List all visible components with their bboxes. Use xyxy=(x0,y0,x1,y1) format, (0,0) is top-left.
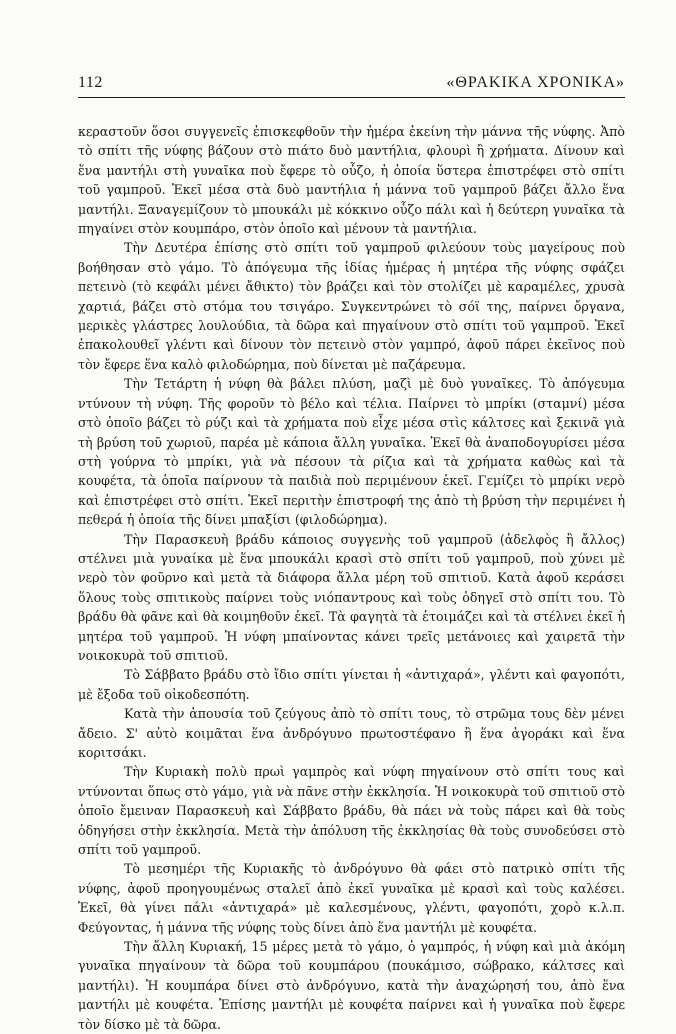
running-title: «ΘΡΑΚΙΚΑ ΧΡΟΝΙΚΑ» xyxy=(446,74,625,91)
body-text xyxy=(78,122,625,1034)
page-number: 112 xyxy=(78,74,103,91)
paragraph: Τὴν ἄλλη Κυριακή, 15 μέρες μετὰ τὸ γάμο, ὁ γαμπρός, ἡ νύφη καὶ μιὰ ἀκόμη γυναῖκα πηγαίνουν τὰ δῶρα τοῦ κουμπάρου (πουκάμισο, σώβρακο, κάλτσες καὶ μαντήλι). Ἡ κουμπάρα δίνει στὸ ἀνδρόγυνο, κατὰ τὴν ἀναχώρησή του, ἀπὸ ἕνα μαντήλι μὲ κουφέτα. Ἐπίσης μαντήλι μὲ κουφέτα παίρνει καὶ ἡ γυναῖκα ποὺ ἔφερε τὸν δίσκο μὲ τὰ δῶρα. xyxy=(78,939,625,1032)
paragraph: Τὴν Κυριακὴ πολὺ πρωὶ γαμπρὸς καὶ νύφη πηγαίνουν στὸ σπίτι τους καὶ ντύνονται ὅπως στὸ γάμο, γιὰ νὰ πᾶνε στὴν ἐκκλησία. Ἡ νοικοκυρὰ τοῦ σπιτιοῦ στὸ ὁποῖο ἔμειναν Παρασκευὴ καὶ Σάββατο βράδυ, θὰ πάει νὰ τοὺς πάρει καὶ θὰ τοὺς ὁδηγήσει στὴν ἐκκλησία. Μετὰ τὴν ἀπόλυση τῆς ἐκκλησίας θὰ τοὺς συνοδεύσει στὸ σπίτι τοῦ γαμπροῦ. xyxy=(78,764,625,858)
paragraph: Τὴν Παρασκευὴ βράδυ κάποιος συγγενὴς τοῦ γαμπροῦ (ἀδελφὸς ἢ ἄλλος) στέλνει μιὰ γυναίκα μὲ ἕνα μπουκάλι κρασὶ στὸ σπίτι τοῦ γαμπροῦ, ποὺ χύνει μὲ νερὸ τὸν φοῦρνο καὶ μετὰ τὰ διάφορα ἄλλα μέρη τοῦ σπιτιοῦ. Κατὰ ἀφοῦ κεράσει ὅλους τοὺς σπιτικοὺς παίρνει τοὺς νιόπαντρους καὶ τοὺς ὁδηγεῖ στὸ σπίτι του. Τὸ βράδυ θὰ φᾶνε καὶ θὰ κοιμηθοῦν ἐκεῖ. Τὰ φαγητὰ τὰ ἑτοιμάζει καὶ τὰ στέλνει ἐκεῖ ἡ μητέρα τοῦ γαμπροῦ. Ἡ νύφη μπαίνοντας κάνει τρεῖς μετάνοιες καὶ χαιρετᾶ τὴν νοικοκυρὰ τοῦ σπιτιοῦ. xyxy=(78,531,625,663)
paragraph: Κατὰ τὴν ἀπουσία τοῦ ζεύγους ἀπὸ τὸ σπίτι τους, τὸ στρῶμα τους δὲν μένει ἄδειο. Σ' αὐτὸ κοιμᾶται ἕνα ἀνδρόγυνο πρωτοστέφανο ἢ ἕνα ἀγοράκι καὶ ἕνα κοριτσάκι. xyxy=(78,706,625,760)
paragraph: Τὴν Δευτέρα ἐπίσης στὸ σπίτι τοῦ γαμπροῦ φιλεύουν τοὺς μαγείρους ποὺ βοήθησαν στὸ γάμο. Τὸ ἀπόγευμα τῆς ἰδίας ἡμέρας ἡ μητέρα τῆς νύφης σφάζει πετεινὸ (τὸ κεφάλι μένει ἄθικτο) τὸν βράζει καὶ τὸν στολίζει μὲ καραμέλες, χρυσὰ χαρτιά, βάζει στὸ στόμα του τσιγάρο. Συγκεντρώνει τὸ σόϊ της, παίρνει ὄργανα, μερικὲς γλάστρες λουλούδια, τὰ δῶρα καὶ πηγαίνουν στὸ σπίτι τοῦ γαμπροῦ. Ἐκεῖ ἐπακολουθεῖ γλέντι καὶ δίνουν τὸν πετεινὸ στὸν γαμπρό, ἀφοῦ πάρει ἐκεῖνος ποὺ τὸν ἔφερε ἕνα καλὸ φιλοδώρημα, ποὺ δίνεται μὲ παζάρευμα. xyxy=(78,240,625,372)
running-header xyxy=(78,74,625,98)
paragraph: κεραστοῦν ὅσοι συγγενεῖς ἐπισκεφθοῦν τὴν ἡμέρα ἐκείνη τὴν μάννα τῆς νύφης. Ἀπὸ τὸ σπίτι τῆς νύφης βάζουν στὸ πιάτο δυὸ μαντήλια, φλουρὶ ἢ χρήματα. Δίνουν καὶ ἕνα μαντήλι στὴ γυναῖκα ποὺ ἔφερε τὸ οὖζο, ἡ ὁποία ὕστερα ἐπιστρέφει στὸ σπίτι τοῦ γαμπροῦ. Ἐκεῖ μέσα στὰ δυὸ μαντήλια ἡ μάννα τοῦ γαμπροῦ βάζει ἄλλο ἕνα μαντήλι. Ξαναγεμίζουν τὸ μπουκάλι μὲ κόκκινο οὖζο πάλι καὶ ἡ δεύτερη γυναῖκα τὰ πηγαίνει στὸν κουμπάρο, στὸν ὁποῖο καὶ μένουν τὰ μαντήλια. xyxy=(78,124,625,237)
page xyxy=(78,74,625,1034)
paragraph: Τὴν Τετάρτη ἡ νύφη θὰ βάλει πλύση, μαζὶ μὲ δυὸ γυναῖκες. Τὸ ἀπόγευμα ντύνουν τὴ νύφη. Τῆς φοροῦν τὸ βέλο καὶ τέλια. Παίρνει τὸ μπρίκι (σταμνί) μέσα στὸ ὁποῖο βάζει τὸ ρύζι καὶ τὰ χρήματα ποὺ εἶχε μέσα στὶς κάλτσες καὶ ξεκινᾶ γιὰ τὴ βρύση τοῦ χωριοῦ, παρέα μὲ κάποια ἄλλη γυναῖκα. Ἐκεῖ θὰ ἀναποδογυρίσει μέσα στὴ γούρνα τὸ μπρίκι, γιὰ νὰ πέσουν τὰ ρίζια καὶ τὰ χρήματα καθὼς καὶ τὰ κουφέτα, τὰ ὁποῖα παίρνουν τὰ παιδιὰ ποὺ περιμένουν ἐκεῖ. Γεμίζει τὸ μπρίκι νερὸ καὶ ἐπιστρέφει στὸ σπίτι. Ἐκεῖ περιτὴν ἐπιστροφή της ἀπὸ τὴ βρύση τὴν περιμένει ἡ πεθερά ἡ ὁποία τῆς δίνει μπαξίσι (φιλοδώρημα). xyxy=(78,376,625,528)
paragraph: Τὸ μεσημέρι τῆς Κυριακῆς τὸ ἀνδρόγυνο θὰ φάει στὸ πατρικὸ σπίτι τῆς νύφης, ἀφοῦ προηγουμένως σταλεῖ ἀπὸ ἐκεῖ γυναῖκα μὲ κρασὶ καὶ τοὺς καλέσει. Ἐκεῖ, θὰ γίνει πάλι «ἀντιχαρά» μὲ καλεσμένους, γλέντι, φαγοπότι, χορὸ κ.λ.π. Φεύγοντας, ἡ μάννα τῆς νύφης τοὺς δίνει ἀπὸ ἕνα μαντήλι μὲ κουφέτα. xyxy=(78,861,625,935)
paragraph: Τὸ Σάββατο βράδυ στὸ ἴδιο σπίτι γίνεται ἡ «ἀντιχαρά», γλέντι καὶ φαγοπότι, μὲ ἔξοδα τοῦ οἰκοδεσπότη. xyxy=(78,667,625,702)
